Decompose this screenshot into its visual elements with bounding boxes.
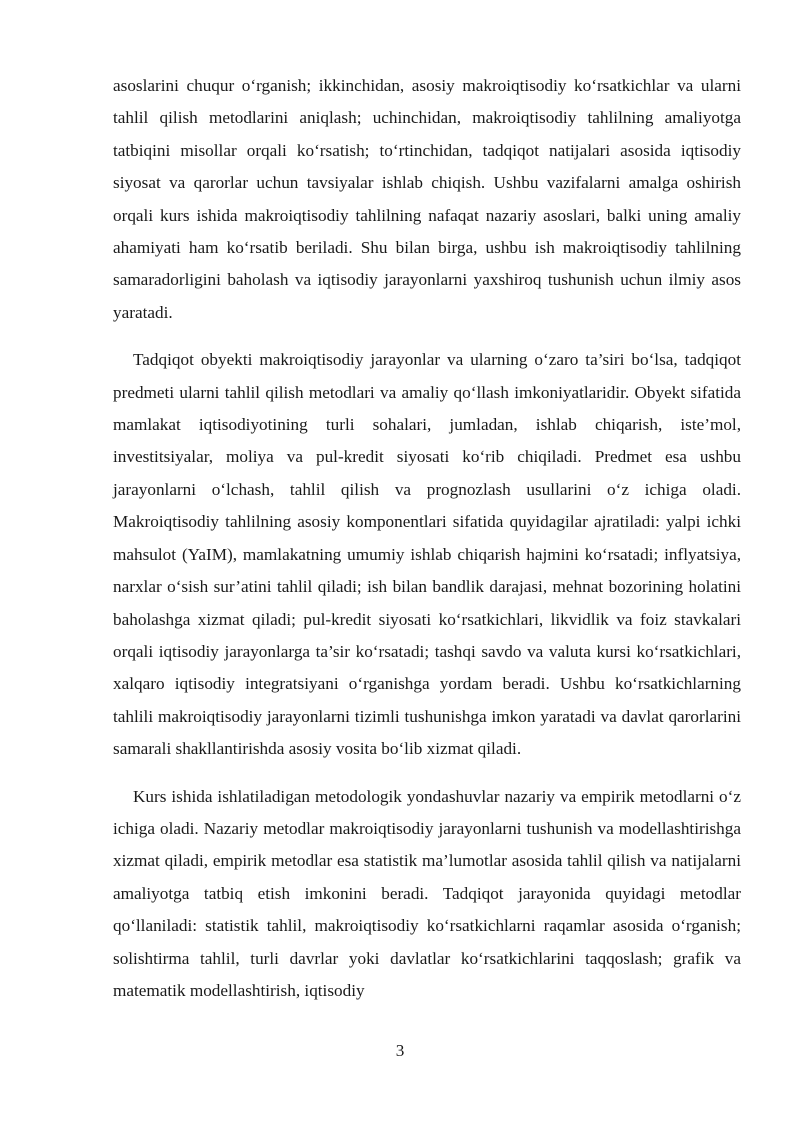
paragraph-methodology: Kurs ishida ishlatiladigan metodologik yondashuvlar nazariy va empirik metodlarni o‘z ichiga oladi. Nazariy metodlar makroiqtisodiy jarayonlarni tushunish va modellashtirishga xizmat qiladi, empirik metodlar esa statistik ma’lumotlar asosida tahlil qilish va natijalarni amaliyotga tatbiq etish imkonini beradi. Tadqiqot jarayonida quyidagi metodlar qo‘llaniladi: statistik tahlil, makroiqtisodiy ko‘rsatkichlarni raqamlar asosida o‘rganish; solishtirma tahlil, turli davrlar yoki davlatlar ko‘rsatkichlarini taqqoslash; grafik va matematik modellashtirish, iqtisodiy <box>113 786 741 1000</box>
page-number: 3 <box>395 1041 405 1060</box>
document-page <box>113 70 741 1022</box>
paragraph-continuation: asoslarini chuqur o‘rganish; ikkinchidan, asosiy makroiqtisodiy ko‘rsatkichlar va ularni tahlil qilish metodlarini aniqlash; uchinchidan, makroiqtisodiy tahlilning amaliyotga tatbiqini misollar orqali ko‘rsatish; to‘rtinchidan, tadqiqot natijalari asosida iqtisodiy siyosat va qarorlar uchun tavsiyalar ishlab chiqish. Ushbu vazifalarni amalga oshirish orqali kurs ishida makroiqtisodiy tahlilning nafaqat nazariy asoslari, balki uning amaliy ahamiyati ham ko‘rsatib beriladi. Shu bilan birga, ushbu ish makroiqtisodiy tahlilning samaradorligini baholash va iqtisodiy jarayonlarni yaxshiroq tushunish uchun ilmiy asos yaratadi. <box>113 76 741 322</box>
paragraph-research-object: Tadqiqot obyekti makroiqtisodiy jarayonlar va ularning o‘zaro ta’siri bo‘lsa, tadqiqot predmeti ularni tahlil qilish metodlari va amaliy qo‘llash imkoniyatlaridir. Obyekt sifatida mamlakat iqtisodiyotining turli sohalari, jumladan, ishlab chiqarish, iste’mol, investitsiyalar, moliya va pul-kredit siyosati ko‘rib chiqiladi. Predmet esa ushbu jarayonlarni o‘lchash, tahlil qilish va prognozlash usullarini o‘z ichiga oladi. Makroiqtisodiy tahlilning asosiy komponentlari sifatida quyidagilar ajratiladi: yalpi ichki mahsulot (YaIM), mamlakatning umumiy ishlab chiqarish hajmini ko‘rsatadi; inflyatsiya, narxlar o‘sish sur’atini tahlil qiladi; ish bilan bandlik darajasi, mehnat bozorining holatini baholashga xizmat qiladi; pul-kredit siyosati ko‘rsatkichlari, likvidlik va foiz stavkalari orqali iqtisodiy jarayonlarga ta’sir ko‘rsatadi; tashqi savdo va valuta kursi ko‘rsatkichlari, xalqaro iqtisodiy integratsiyani o‘rganishga yordam beradi. Ushbu ko‘rsatkichlarning tahlili makroiqtisodiy jarayonlarni tizimli tushunishga imkon yaratadi va davlat qarorlarini samarali shakllantirishda asosiy vosita bo‘lib xizmat qiladi. <box>113 350 741 759</box>
